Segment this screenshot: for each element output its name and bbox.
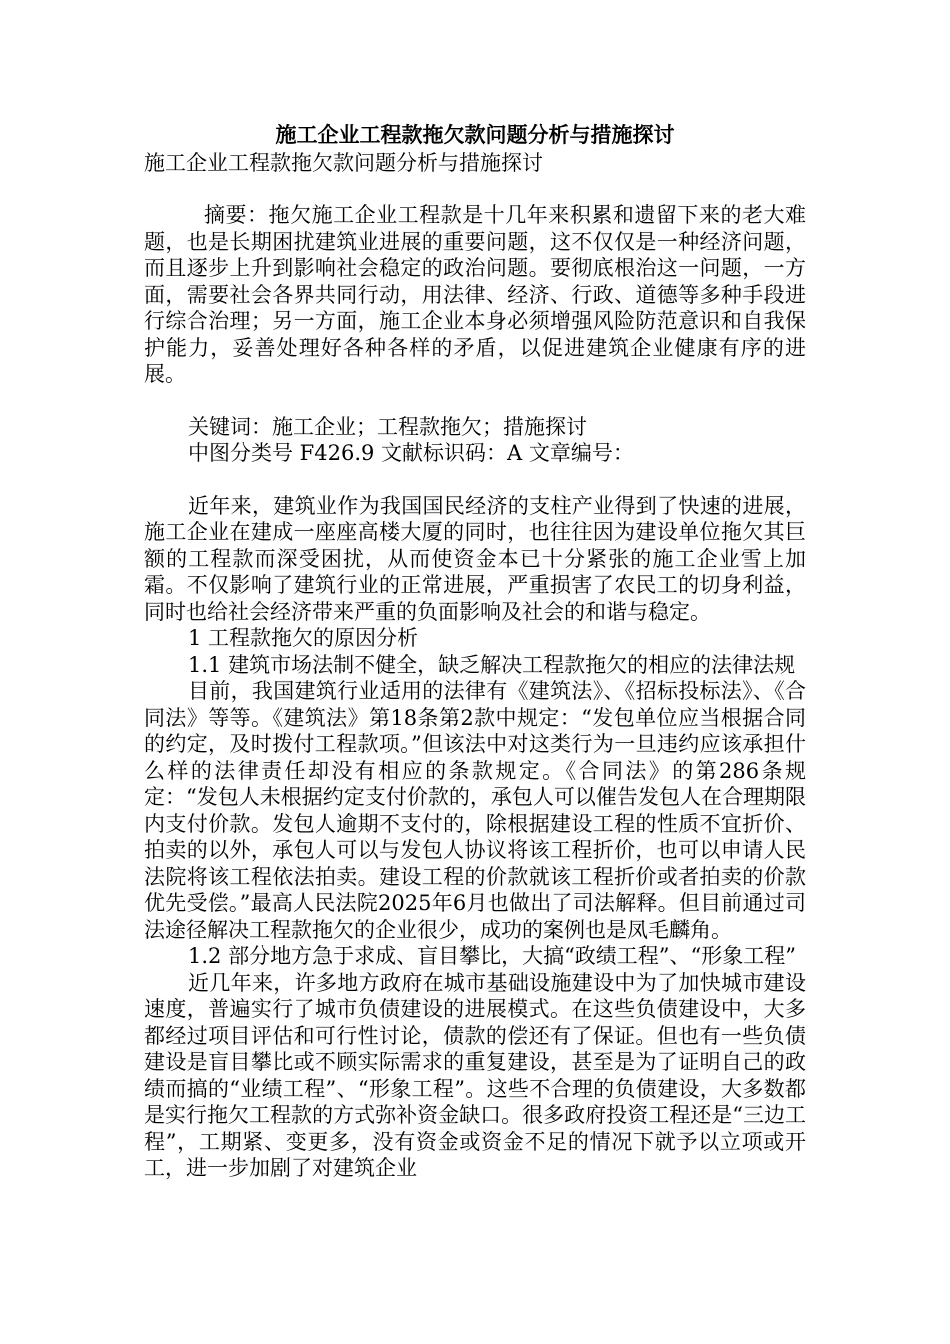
document-subtitle: 施工企业工程款拖欠款问题分析与措施探讨 bbox=[144, 151, 543, 175]
body-paragraph-1-1: 目前，我国建筑行业适用的法律有《建筑法》、《招标投标法》、《合同法》等等。《建筑法》第18条第2款中规定：“发包单位应当根据合同的约定，及时拨付工程款项。”但该法中对这类行为一旦违约应该承担什么样的法律责任却没有相应的条款规定。《合同法》的第286条规定：“发包人未根据约定支付价款的，承包人可以催告发包人在合理期限内支付价款。发包人逾期不支付的，除根据建设工程的性质不宜折价、拍卖的以外，承包人可以与发包人协议将该工程折价，也可以申请人民法院将该工程依法拍卖。建设工程的价款就该工程折价或者拍卖的价款优先受偿。”最高人民法院2025年6月也做出了司法解释。但目前通过司法途径解决工程款拖欠的企业很少，成功的案例也是凤毛麟角。 bbox=[144, 679, 806, 942]
spacer bbox=[144, 467, 806, 493]
abstract-paragraph: 摘要：拖欠施工企业工程款是十几年来积累和遗留下来的老大难题，也是长期困扰建筑业进展的重要问题，这不仅仅是一种经济问题，而且逐步上升到影响社会稳定的政治问题。要彻底根治这一问题，一方面，需要社会各界共同行动，用法律、经济、行政、道德等多种手段进行综合治理；另一方面，施工企业本身必须增强风险防范意识和自我保护能力，妥善处理好各种各样的矛盾，以促进建筑企业健康有序的进展。 bbox=[144, 203, 806, 386]
document-title: 施工企业工程款拖欠款问题分析与措施探讨 bbox=[275, 122, 675, 147]
keywords-line: 关键词：施工企业；工程款拖欠；措施探讨 bbox=[188, 414, 587, 439]
section-heading-1-1: 1.1 建筑市场法制不健全，缺乏解决工程款拖欠的相应的法律法规 bbox=[188, 652, 796, 677]
section-heading-1: 1 工程款拖欠的原因分析 bbox=[188, 626, 419, 650]
section-heading-1-2: 1.2 部分地方急于求成、盲目攀比，大搞“政绩工程”、“形象工程” bbox=[188, 944, 797, 968]
spacer bbox=[144, 388, 806, 414]
body-paragraph-1-2: 近几年来，许多地方政府在城市基础设施建设中为了加快城市建设速度，普遍实行了城市负债建设的进展模式。在这些负债建设中，大多都经过项目评估和可行性讨论，债款的偿还有了保证。但也有一些负债建设是盲目攀比或不顾实际需求的重复建设，甚至是为了证明自己的政绩而搞的“业绩工程”、“形象工程”。这些不合理的负债建设，大多数都是实行拖欠工程款的方式弥补资金缺口。很多政府投资工程还是“三边工程”，工期紧、变更多，没有资金或资金不足的情况下就予以立项或开工，进一步加剧了对建筑企业 bbox=[144, 970, 806, 1180]
document-page bbox=[144, 120, 806, 1182]
intro-paragraph: 近年来，建筑业作为我国国民经济的支柱产业得到了快速的进展，施工企业在建成一座座高楼大厦的同时，也往往因为建设单位拖欠其巨额的工程款而深受困扰，从而使资金本已十分紧张的施工企业雪上加霜。不仅影响了建筑行业的正常进展，严重损害了农民工的切身利益，同时也给社会经济带来严重的负面影响及社会的和谐与稳定。 bbox=[144, 493, 806, 624]
classification-line: 中图分类号 F426.9 文献标识码：A 文章编号： bbox=[188, 441, 634, 465]
